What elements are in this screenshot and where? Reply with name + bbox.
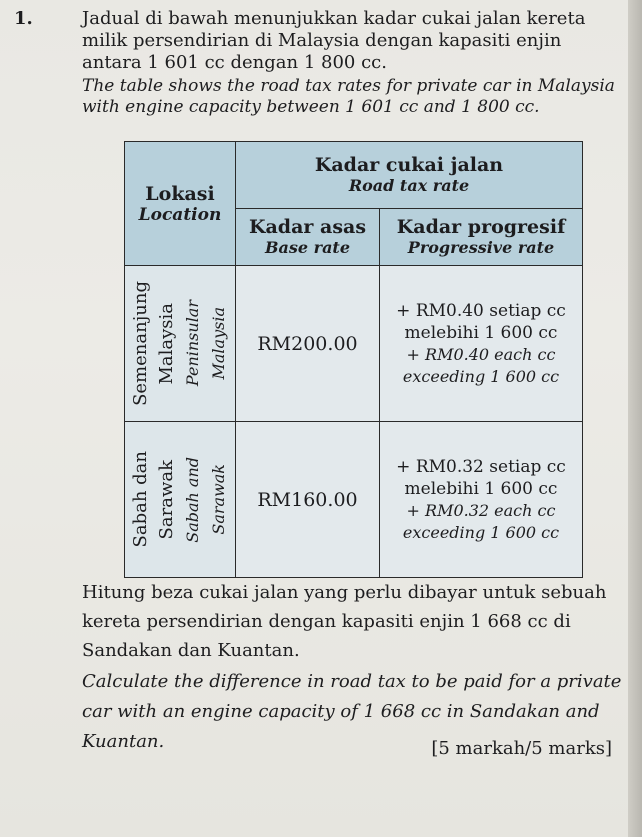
location-ms-line2: Sarawak — [156, 459, 177, 540]
progressive-en-line1: + RM0.40 each cc — [406, 344, 556, 364]
table-row — [125, 422, 583, 578]
page-edge — [628, 0, 642, 837]
task-malay: Hitung beza cukai jalan yang perlu dibayar untuk sebuah kereta persendirian dengan kapasiti enjin 1 668 cc di Sandakan dan Kuantan. — [82, 582, 607, 661]
road-tax-table — [124, 141, 583, 578]
question-intro — [14, 8, 622, 118]
location-ms-line1: Semenanjung — [130, 281, 151, 406]
progressive-en-line2: exceeding 1 600 cc — [402, 522, 560, 542]
location-cell — [125, 422, 236, 578]
progressive-ms-line1: + RM0.32 setiap cc — [396, 456, 566, 477]
location-en-line2: Sarawak — [209, 464, 228, 535]
header-location — [125, 142, 236, 266]
header-rate-en: Road tax rate — [348, 176, 470, 195]
header-rate-ms: Kadar cukai jalan — [314, 154, 504, 176]
location-en-line1: Peninsular — [183, 300, 202, 387]
location-ms-line2: Malaysia — [156, 302, 177, 385]
base-rate-cell: RM160.00 — [236, 422, 380, 578]
header-base-rate — [236, 209, 380, 266]
table-row — [125, 266, 583, 422]
task-english: Calculate the difference in road tax to be paid for a private car with an engine capacity of 1 668 cc in Sandakan and Kuantan. — [82, 671, 622, 752]
location-en-line1: Sabah and — [183, 456, 202, 543]
task-block — [82, 578, 622, 757]
location-ms-line1: Sabah dan — [130, 451, 151, 548]
intro-malay: Jadual di bawah menunjukkan kadar cukai jalan kereta milik persendirian di Malaysia dengan kapasiti enjin antara 1 601 cc dengan 1 800 cc. — [82, 8, 586, 73]
header-location-ms: Lokasi — [145, 182, 215, 205]
progressive-rate-cell — [380, 266, 583, 422]
base-rate-cell: RM200.00 — [236, 266, 380, 422]
header-progressive-ms: Kadar progresif — [396, 216, 566, 238]
progressive-en-line1: + RM0.32 each cc — [406, 500, 556, 520]
header-base-ms: Kadar asas — [248, 216, 367, 238]
header-location-en: Location — [138, 204, 222, 225]
progressive-ms-line2: melebihi 1 600 cc — [404, 478, 558, 499]
progressive-ms-line2: melebihi 1 600 cc — [404, 322, 558, 343]
header-road-tax-rate — [236, 142, 583, 209]
progressive-rate-cell — [380, 422, 583, 578]
location-en-line2: Malaysia — [209, 307, 228, 380]
header-progressive-en: Progressive rate — [407, 238, 555, 257]
header-progressive-rate — [380, 209, 583, 266]
marks-label: [5 markah/5 marks] — [431, 738, 612, 759]
progressive-en-line2: exceeding 1 600 cc — [402, 366, 560, 386]
header-base-en: Base rate — [264, 238, 350, 257]
location-cell — [125, 266, 236, 422]
intro-english: The table shows the road tax rates for private car in Malaysia with engine capacity between 1 601 cc and 1 800 cc. — [82, 76, 615, 117]
question-number: 1. — [14, 8, 33, 29]
progressive-ms-line1: + RM0.40 setiap cc — [396, 300, 566, 321]
